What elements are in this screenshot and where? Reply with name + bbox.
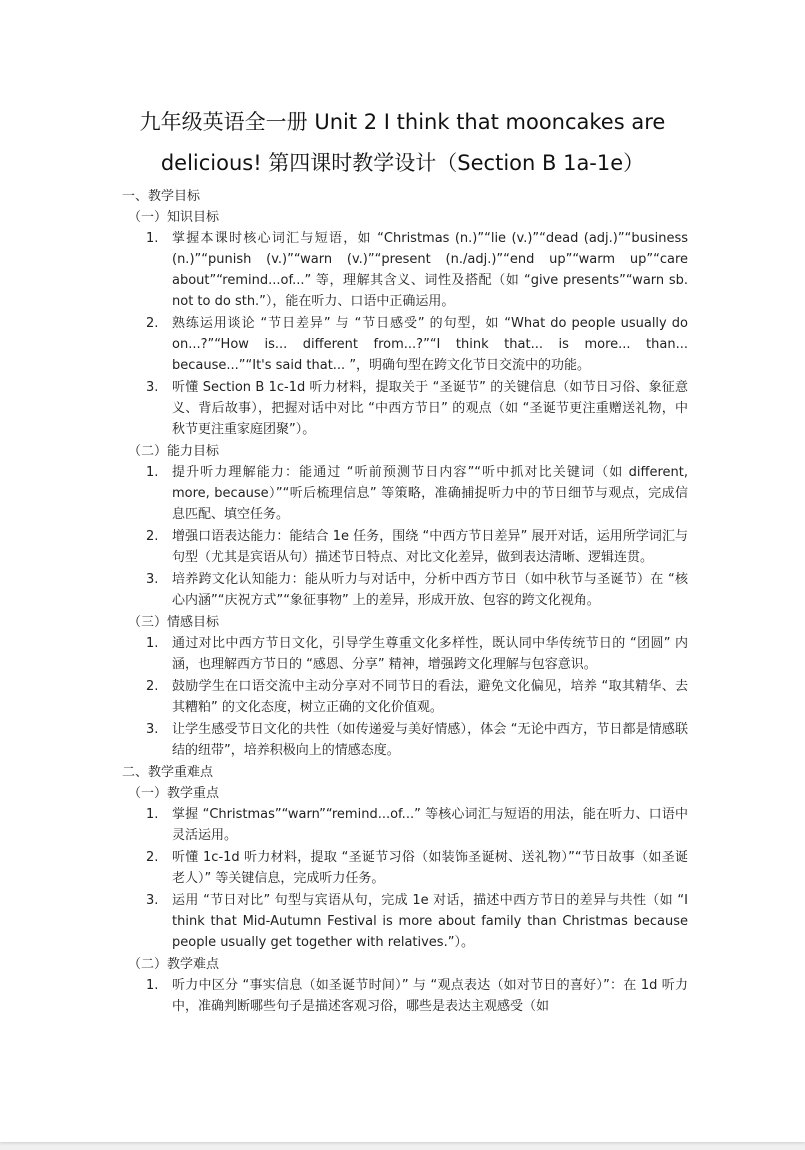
list-item <box>122 847 688 889</box>
list-number <box>122 804 172 846</box>
list-item-text: 掌握本课时核心词汇与短语，如 “Christmas (n.)”“lie (v.)”“dead (adj.)”“business (n.)”“punish (v.)”“warn (v.)”“present (n./adj.)”“end up”“warm up”“care about”“remind...of...” 等，理解其含义、词性及搭配（如 “give presents”“warn sb. not to do sth.”），能在听力、口语中正确运用。 <box>172 231 688 309</box>
list-number-label: 1. <box>146 807 159 822</box>
list-item <box>122 526 688 568</box>
list-item-text: 掌握 “Christmas”“warn”“remind...of...” 等核心词汇与短语的用法，能在听力、口语中灵活运用。 <box>172 807 688 843</box>
list-number <box>122 676 172 718</box>
list-number-label: 1. <box>146 465 159 480</box>
list-number-label: 2. <box>146 316 159 331</box>
list-number-label: 3. <box>146 380 159 395</box>
list-number-label: 2. <box>146 529 159 544</box>
list-item-text: 鼓励学生在口语交流中主动分享对不同节日的看法，避免文化偏见，培养 “取其精华、去其糟粕” 的文化态度，树立正确的文化价值观。 <box>172 679 688 715</box>
list-number-label: 3. <box>146 893 159 908</box>
list-item-text: 听力中区分 “事实信息（如圣诞节时间）” 与 “观点表达（如对节日的喜好）”：在 1d 听力中，准确判断哪些句子是描述客观习俗，哪些是表达主观感受（如 <box>172 978 688 1014</box>
list-item-text: 让学生感受节日文化的共性（如传递爱与美好情感），体会 “无论中西方，节日都是情感联结的纽带”，培养积极向上的情感态度。 <box>172 722 688 758</box>
list-item-text: 增强口语表达能力：能结合 1e 任务，围绕 “中西方节日差异” 展开对话，运用所学词汇与句型（尤其是宾语从句）描述节日特点、对比文化差异，做到表达清晰、逻辑连贯。 <box>172 529 688 565</box>
list-item <box>122 569 688 611</box>
list-number-label: 3. <box>146 722 159 737</box>
list-item-text: 通过对比中西方节日文化，引导学生尊重文化多样性，既认同中华传统节日的 “团圆” 内涵，也理解西方节日的 “感恩、分享” 精神，增强跨文化理解与包容意识。 <box>172 636 688 672</box>
list-item <box>122 804 688 846</box>
list-item <box>122 633 688 675</box>
document-body <box>122 186 688 1018</box>
list-number-label: 3. <box>146 572 159 587</box>
list-item <box>122 676 688 718</box>
list-item-text: 熟练运用谈论 “节日差异” 与 “节日感受” 的句型，如 “What do people usually do on...?”“How is... different from...?”“I think that... is more... than... because...”“It's said that... ”，明确句型在跨文化节日交流中的功能。 <box>172 316 688 373</box>
list-item <box>122 377 688 440</box>
list-item-text: 提升听力理解能力：能通过 “听前预测节日内容”“听中抓对比关键词（如 different, more, because）”“听后梳理信息” 等策略，准确捕捉听力中的节日细节与观点，完成信息匹配、填空任务。 <box>172 465 688 522</box>
list-number <box>122 526 172 568</box>
title-line-1: 九年级英语全一册 Unit 2 I think that mooncakes are <box>139 110 666 134</box>
list-item-text: 培养跨文化认知能力：能从听力与对话中，分析中西方节日（如中秋节与圣诞节）在 “核心内涵”“庆祝方式”“象征事物” 上的差异，形成开放、包容的跨文化视角。 <box>172 572 688 608</box>
subsection-heading: （三）情感目标 <box>128 615 220 630</box>
list-number <box>122 313 172 376</box>
section-heading: 二、教学重难点 <box>122 765 214 780</box>
list-number <box>122 462 172 525</box>
list-item <box>122 719 688 761</box>
list-item <box>122 313 688 376</box>
list-number <box>122 633 172 675</box>
list-number-label: 1. <box>146 978 159 993</box>
list-item <box>122 228 688 312</box>
list-number <box>122 975 172 1017</box>
subsection-heading: （一）教学重点 <box>128 786 220 801</box>
list-item <box>122 462 688 525</box>
list-item <box>122 975 688 1017</box>
list-number-label: 1. <box>146 231 159 246</box>
subsection-heading: （一）知识目标 <box>128 210 220 225</box>
title-line-2: delicious! 第四课时教学设计（Section B 1a-1e） <box>160 151 645 175</box>
subsection-heading: （二）教学难点 <box>128 957 220 972</box>
list-number <box>122 228 172 312</box>
list-item-text: 听懂 Section B 1c-1d 听力材料，提取关于 “圣诞节” 的关键信息（如节日习俗、象征意义、背后故事），把握对话中对比 “中西方节日” 的观点（如 “圣诞节更注重赠送礼物，中秋节更注重家庭团聚”）。 <box>172 380 688 437</box>
section-heading: 一、教学目标 <box>122 189 201 204</box>
list-number <box>122 890 172 953</box>
list-number-label: 2. <box>146 850 159 865</box>
list-number <box>122 569 172 611</box>
list-number <box>122 847 172 889</box>
subsection-heading: （二）能力目标 <box>128 444 220 459</box>
list-number-label: 1. <box>146 636 159 651</box>
list-item <box>122 890 688 953</box>
list-number <box>122 719 172 761</box>
list-item-text: 运用 “节日对比” 句型与宾语从句，完成 1e 对话，描述中西方节日的差异与共性（如 “I think that Mid-Autumn Festival is more about family than Christmas because people usually get together with relatives.”）。 <box>172 893 688 950</box>
list-item-text: 听懂 1c-1d 听力材料，提取 “圣诞节习俗（如装饰圣诞树、送礼物）”“节日故事（如圣诞老人）” 等关键信息，完成听力任务。 <box>172 850 688 886</box>
list-number-label: 2. <box>146 679 159 694</box>
list-number <box>122 377 172 440</box>
